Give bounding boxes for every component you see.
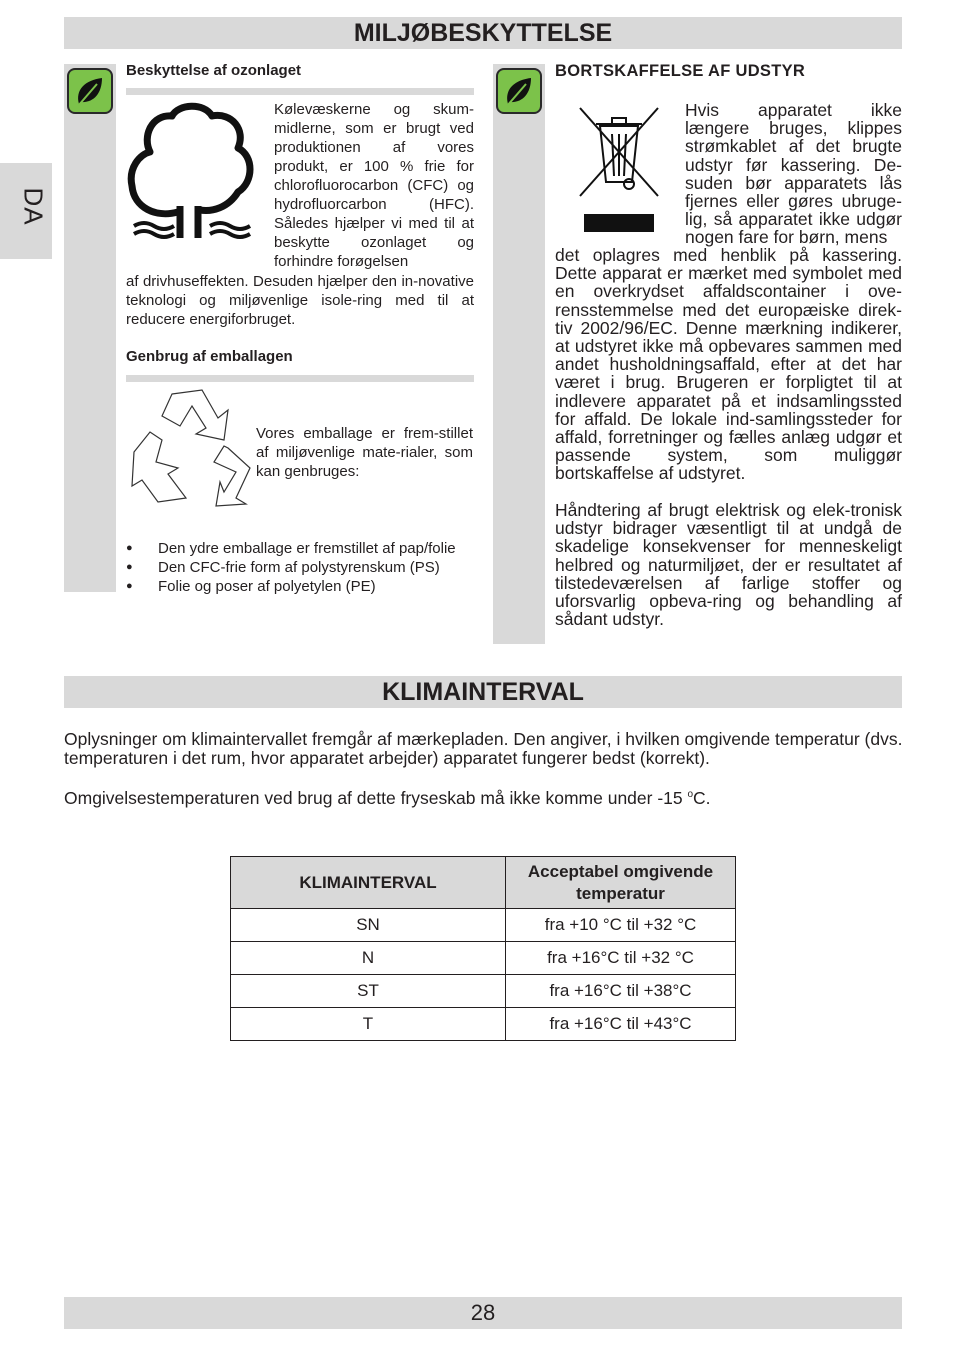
page-number: 28 xyxy=(64,1297,902,1329)
list-item: ● Folie og poser af polyetylen (PE) xyxy=(126,577,486,596)
table-cell: fra +16°C til +43°C xyxy=(506,1008,736,1041)
heading-ozone: Beskyttelse af ozonlaget xyxy=(126,62,302,79)
heading-rule xyxy=(126,375,474,382)
klima-paragraph-2-text: Omgivelsestemperaturen ved brug af dette fryseskab må ikke komme under -15 xyxy=(64,787,688,808)
list-item: ● Den CFC-frie form af polystyrenskum (PS) xyxy=(126,558,486,577)
table-cell: fra +16°C til +38°C xyxy=(506,975,736,1008)
degree-superscript: o xyxy=(687,789,694,800)
table-cell: fra +10 °C til +32 °C xyxy=(506,909,736,942)
right-margin-bar xyxy=(493,64,545,644)
disposal-text-side: Hvis apparatet ikke længere bruges, klippes strømkablet af det brugte udstyr før kassering. De-suden bør apparatets lås fjernes eller gøres ubruge-lig, så apparatet ikke udgør nogen fare for børn, mens xyxy=(685,100,902,248)
section-title-klimainterval: KLIMAINTERVAL xyxy=(64,676,902,708)
recycle-text: Vores emballage er frem-stillet af miljøvenlige mate-rialer, som kan genbruges: xyxy=(256,425,473,480)
language-tab xyxy=(0,163,52,259)
climate-table xyxy=(230,856,736,1041)
tree-icon xyxy=(126,100,258,245)
table-row xyxy=(231,909,736,942)
table-cell: fra +16°C til +32 °C xyxy=(506,942,736,975)
disposal-text-full-2: Håndtering af brugt elektrisk og elek-tronisk udstyr bidrager væsentligt til at undgå de skadelige konsekvenser for menneskeligt helbred og naturmiljøet, der er resultatet af tilstedeværelsen af farlige stoffer og uforsvarlig opbeva-ring og behandling af sådant udstyr. xyxy=(555,500,902,630)
left-margin-bar xyxy=(64,64,116,592)
ozone-text-full: af drivhuseffekten. Desuden hjælper den in-novative teknologi og miljøvenlige isole-ring med til at reducere energiforbruget. xyxy=(126,273,474,328)
heading-disposal: BORTSKAFFELSE AF UDSTYR xyxy=(555,62,806,80)
heading-rule xyxy=(126,88,474,95)
ozone-text-side: Kølevæskerne og skum-midlerne, som er brugt ved produktionen af vores produkt, er 100 % frie for chlorofluorocarbon (CFC) og hydrofluorcarbon (HFC). Således hjælper vi med til at beskytte ozonlaget og forhindre forøgelsen xyxy=(274,101,474,270)
column-header: Acceptabel omgivende temperatur xyxy=(506,857,736,909)
table-header-row xyxy=(231,857,736,909)
table-cell: ST xyxy=(231,975,506,1008)
table-cell: N xyxy=(231,942,506,975)
section-title-miljobeskyttelse: MILJØBESKYTTELSE xyxy=(64,17,902,49)
crossed-bin-icon xyxy=(578,106,660,234)
table-row xyxy=(231,1008,736,1041)
table-row xyxy=(231,942,736,975)
heading-recycling: Genbrug af emballagen xyxy=(126,348,293,365)
klima-paragraph-1: Oplysninger om klimaintervallet fremgår af mærkepladen. Den angiver, i hvilken omgivende temperatur (dvs. temperaturen i det rum, hvor apparatet arbejder) apparatet fungerer bedst (korrekt). xyxy=(64,729,903,768)
klima-paragraph-2-unit: C. xyxy=(693,787,711,808)
packaging-list xyxy=(126,539,486,596)
leaf-icon xyxy=(496,68,542,114)
list-item: ● Den ydre emballage er fremstillet af pap/folie xyxy=(126,539,486,558)
klima-paragraph-2 xyxy=(64,785,904,808)
language-tab-label: DA xyxy=(18,187,49,226)
recycle-icon xyxy=(128,388,252,510)
table-cell: T xyxy=(231,1008,506,1041)
table-row xyxy=(231,975,736,1008)
leaf-icon xyxy=(67,68,113,114)
disposal-text-full: det oplagres med henblik på kassering. Dette apparat er mærket med symbolet med en overkrydset affaldscontainer i ove-rensstemmelse med det europæiske direk-tiv 2002/96/EC. Denne mærkning indikerer, at udstyret ikke må opbevares sammen med andet husholdningsaffald, efter at det har været i brug. Brugeren er forpligtet til at indlevere apparatet på et indsamlingssted for affald. De lokale ind-samlingssteder for affald, forretninger og fælles anlæg udgør et passende system, som muliggør bortskaffelse af udstyret. xyxy=(555,245,902,484)
column-header: KLIMAINTERVAL xyxy=(231,857,506,909)
table-cell: SN xyxy=(231,909,506,942)
